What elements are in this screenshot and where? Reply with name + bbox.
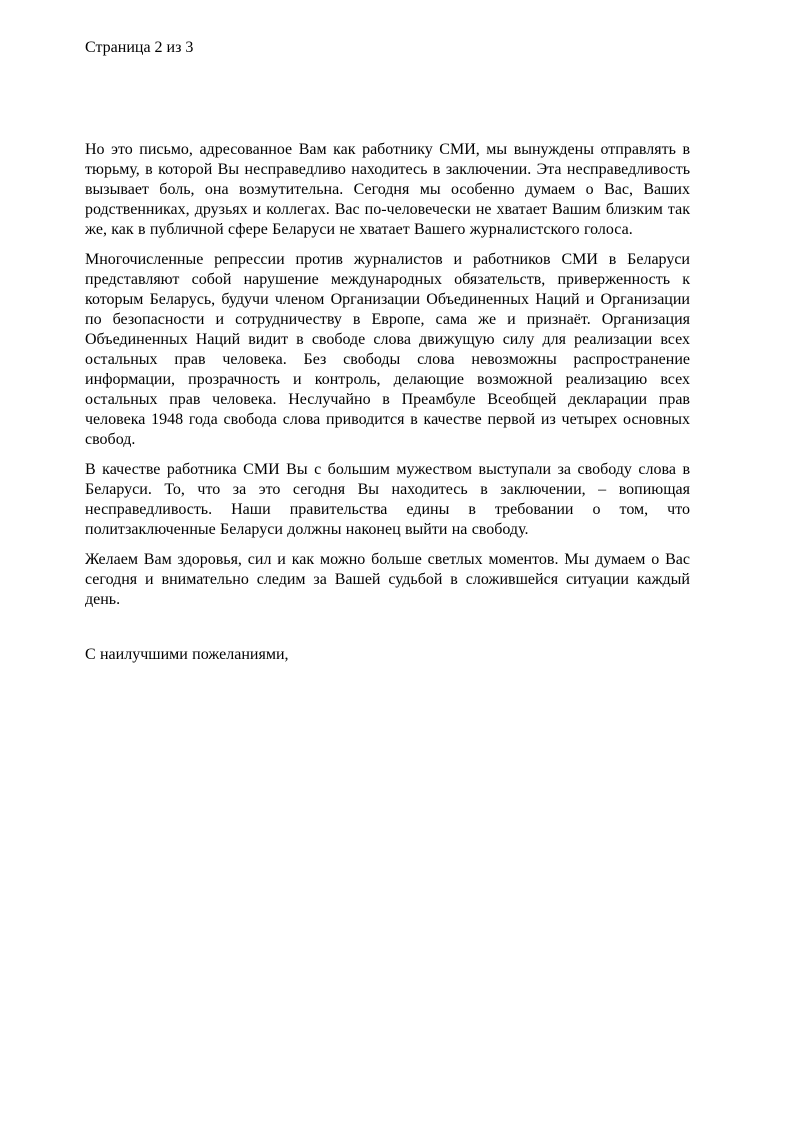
paragraph-2: Многочисленные репрессии против журналистов и работников СМИ в Беларуси представляют собой нарушение международных обязательств, приверженность к которым Беларусь, будучи членом Организации Объединенных Наций и Организации по безопасности и сотрудничеству в Европе, сама же и признаёт. Организация Объединенных Наций видит в свободе слова движущую силу для реализации всех остальных прав человека. Без свободы слова невозможны распространение информации, прозрачность и контроль, делающие возможной реализацию всех остальных прав человека. Неслучайно в Преамбуле Всеобщей декларации прав человека 1948 года свобода слова приводится в качестве первой из четырех основных свобод.: [85, 251, 690, 448]
paragraph-4: Желаем Вам здоровья, сил и как можно больше светлых моментов. Мы думаем о Вас сегодня и внимательно следим за Вашей судьбой в сложившейся ситуации каждый день.: [85, 551, 690, 608]
letter-body: [85, 140, 690, 665]
paragraph-1: Но это письмо, адресованное Вам как работнику СМИ, мы вынуждены отправлять в тюрьму, в которой Вы несправедливо находитесь в заключении. Эта несправедливость вызывает боль, она возмутительна. Сегодня мы особенно думаем о Вас, Ваших родственниках, друзьях и коллегах. Вас по-человечески не хватает Вашим близким так же, как в публичной сфере Беларуси не хватает Вашего журналистского голоса.: [85, 141, 690, 238]
closing-salutation: С наилучшими пожеланиями,: [85, 646, 289, 663]
paragraph-3: В качестве работника СМИ Вы с большим мужеством выступали за свободу слова в Беларуси. То, что за это сегодня Вы находитесь в заключении, – вопиющая несправедливость. Наши правительства едины в требовании о том, что политзаключенные Беларуси должны наконец выйти на свободу.: [85, 461, 690, 538]
page-number: Страница 2 из 3: [85, 39, 194, 56]
